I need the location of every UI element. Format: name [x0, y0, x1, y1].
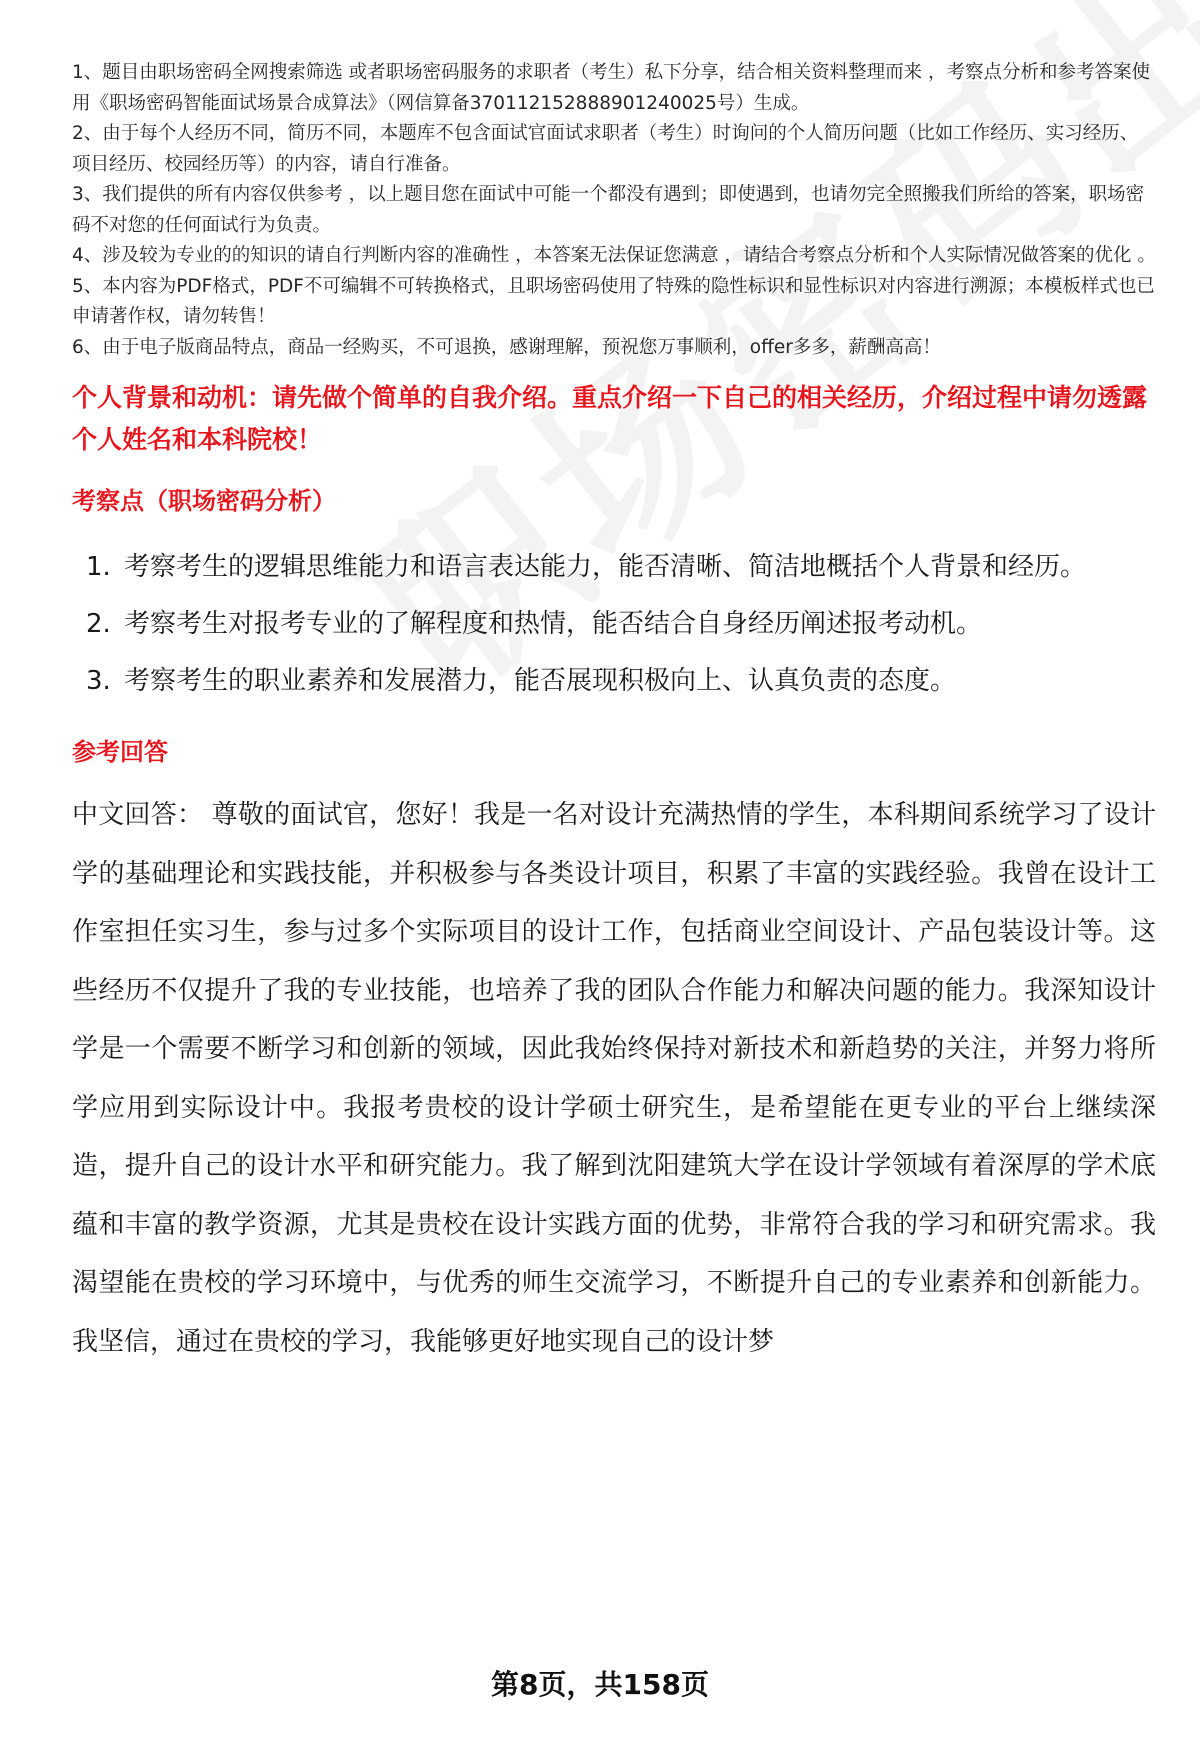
notice-item: 2、由于每个人经历不同，简历不同，本题库不包含面试官面试求职者（考生）时询问的个人简历问题（比如工作经历、实习经历、项目经历、校园经历等）的内容，请自行准备。: [72, 123, 1139, 175]
list-item-number: 2.: [86, 609, 111, 639]
notice-item: 4、涉及较为专业的的知识的请自行判断内容的准确性 ，本答案无法保证您满意 ，请结合考察点分析和个人实际情况做答案的优化 。: [72, 245, 1156, 266]
list-item: [72, 596, 1156, 653]
page-number: 第8页，共158页: [491, 1668, 709, 1701]
interview-question: 个人背景和动机：请先做个简单的自我介绍。重点介绍一下自己的相关经历，介绍过程中请勿透露个人姓名和本科院校！: [72, 383, 1148, 454]
list-item-number: 1.: [86, 552, 111, 582]
list-item: [72, 539, 1156, 596]
analysis-points-list: [72, 539, 1156, 710]
list-item: [72, 653, 1156, 710]
document-page: [72, 58, 1156, 1371]
list-item-text: 考察考生的职业素养和发展潜力，能否展现积极向上、认真负责的态度。: [124, 666, 957, 696]
notice-item: 6、由于电子版商品特点，商品一经购买，不可退换，感谢理解，预祝您万事顺利，offer多多，薪酬高高！: [72, 336, 941, 358]
list-item-text: 考察考生的逻辑思维能力和语言表达能力，能否清晰、简洁地概括个人背景和经历。: [124, 552, 1087, 582]
answer-text: 中文回答： 尊敬的面试官，您好！我是一名对设计充满热情的学生，本科期间系统学习了设计学的基础理论和实践技能，并积极参与各类设计项目，积累了丰富的实践经验。我曾在设计工作室担任实习生，参与过多个实际项目的设计工作，包括商业空间设计、产品包装设计等。这些经历不仅提升了我的专业技能，也培养了我的团队合作能力和解决问题的能力。我深知设计学是一个需要不断学习和创新的领域，因此我始终保持对新技术和新趋势的关注，并努力将所学应用到实际设计中。我报考贵校的设计学硕士研究生，是希望能在更专业的平台上继续深造，提升自己的设计水平和研究能力。我了解到沈阳建筑大学在设计学领域有着深厚的学术底蕴和丰富的教学资源，尤其是贵校在设计实践方面的优势，非常符合我的学习和研究需求。我渴望能在贵校的学习环境中，与优秀的师生交流学习，不断提升自己的专业素养和创新能力。我坚信，通过在贵校的学习，我能够更好地实现自己的设计梦: [72, 800, 1156, 1357]
notice-item: 5、本内容为PDF格式，PDF不可编辑不可转换格式，且职场密码使用了特殊的隐性标识和显性标识对内容进行溯源；本模板样式也已申请著作权，请勿转售！: [72, 275, 1155, 327]
list-item-text: 考察考生对报考专业的了解程度和热情，能否结合自身经历阐述报考动机。: [124, 609, 983, 639]
notice-item: 1、题目由职场密码全网搜索筛选 或者职场密码服务的求职者（考生）私下分享，结合相关资料整理而来 ，考察点分析和参考答案使用《职场密码智能面试场景合成算法》（网信算备370112152888901240025号）生成。: [72, 62, 1151, 114]
answer-heading: 参考回答: [72, 738, 168, 766]
list-item-number: 3.: [86, 666, 111, 696]
analysis-heading: 考察点（职场密码分析）: [72, 487, 336, 515]
notice-item: 3、我们提供的所有内容仅供参考 ，以上题目您在面试中可能一个都没有遇到；即使遇到，也请勿完全照搬我们所给的答案，职场密码不对您的任何面试行为负责。: [72, 184, 1145, 236]
disclaimer-notice: [72, 58, 1156, 363]
